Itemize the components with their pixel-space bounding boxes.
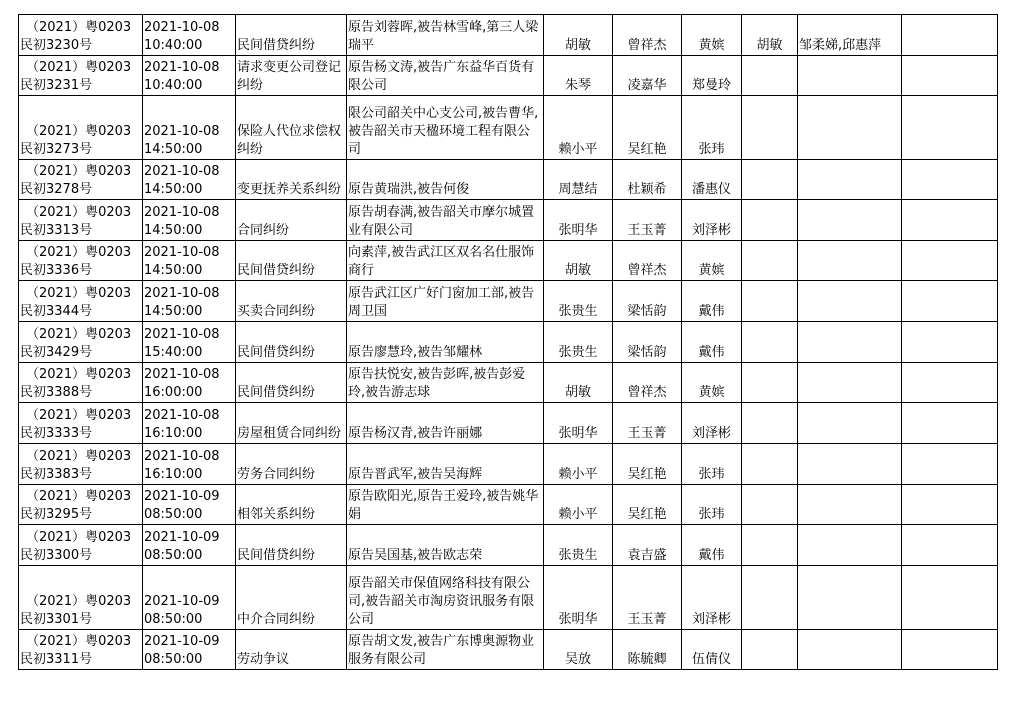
table-row	[19, 444, 998, 485]
extra-cell	[902, 160, 998, 200]
juror-cell: 郑曼玲	[682, 56, 742, 96]
case-number-line2: 民初3273号	[20, 142, 93, 157]
case-number-cell	[19, 363, 143, 403]
judge-cell: 吴放	[544, 630, 613, 670]
juror-cell: 张玮	[682, 485, 742, 525]
extra-cell	[798, 281, 902, 322]
case-cause-cell: 请求变更公司登记纠纷	[236, 56, 347, 96]
case-number-line1: （2021）粤0203	[26, 20, 132, 35]
hearing-time-cell	[143, 281, 236, 322]
hearing-date: 2021-10-09	[144, 634, 220, 649]
extra-cell	[798, 200, 902, 241]
hearing-date: 2021-10-09	[144, 489, 220, 504]
table-row	[19, 630, 998, 670]
juror-cell: 曾祥杰	[613, 363, 682, 403]
table-row	[19, 363, 998, 403]
hearing-time-cell	[143, 241, 236, 281]
extra-cell	[798, 630, 902, 670]
hearing-time-cell	[143, 56, 236, 96]
hearing-date: 2021-10-08	[144, 449, 220, 464]
hearing-time-cell	[143, 566, 236, 630]
case-number-line1: （2021）粤0203	[26, 205, 132, 220]
extra-cell	[902, 566, 998, 630]
case-number-line2: 民初3336号	[20, 263, 93, 278]
hearing-date: 2021-10-08	[144, 286, 220, 301]
extra-cell	[742, 630, 798, 670]
extra-cell	[742, 566, 798, 630]
judge-cell: 胡敏	[544, 15, 613, 56]
judge-cell: 张贵生	[544, 281, 613, 322]
extra-cell	[798, 444, 902, 485]
case-cause-cell: 买卖合同纠纷	[236, 281, 347, 322]
extra-cell	[742, 322, 798, 363]
juror-cell: 凌嘉华	[613, 56, 682, 96]
judge-cell: 赖小平	[544, 485, 613, 525]
hearing-time-cell	[143, 200, 236, 241]
case-cause-cell: 劳动争议	[236, 630, 347, 670]
hearing-time-cell	[143, 15, 236, 56]
judge-cell: 赖小平	[544, 96, 613, 160]
case-number-line2: 民初3300号	[20, 548, 93, 563]
case-number-line2: 民初3388号	[20, 385, 93, 400]
juror-cell: 梁恬韵	[613, 322, 682, 363]
case-number-line1: （2021）粤0203	[26, 489, 132, 504]
case-cause-cell: 变更抚养关系纠纷	[236, 160, 347, 200]
extra-cell	[798, 403, 902, 444]
juror-cell: 袁吉盛	[613, 525, 682, 566]
extra-cell	[742, 363, 798, 403]
table-row	[19, 96, 998, 160]
extra-cell	[902, 525, 998, 566]
extra-cell	[798, 96, 902, 160]
hearing-clock-time: 08:50:00	[144, 612, 203, 627]
parties-cell: 原告胡文发,被告广东博奥源物业服务有限公司	[347, 630, 544, 670]
case-cause-cell: 中介合同纠纷	[236, 566, 347, 630]
case-number-cell	[19, 200, 143, 241]
extra-cell	[798, 363, 902, 403]
case-number-cell	[19, 444, 143, 485]
case-number-cell	[19, 56, 143, 96]
juror-cell: 吴红艳	[613, 96, 682, 160]
case-number-cell	[19, 160, 143, 200]
extra-cell	[902, 630, 998, 670]
parties-cell: 原告黄瑞洪,被告何俊	[347, 160, 544, 200]
hearing-date: 2021-10-09	[144, 594, 220, 609]
case-cause-cell: 民间借贷纠纷	[236, 241, 347, 281]
extra-cell	[798, 525, 902, 566]
extra-cell	[902, 322, 998, 363]
case-number-line1: （2021）粤0203	[26, 164, 132, 179]
juror-cell: 张玮	[682, 96, 742, 160]
case-number-line2: 民初3429号	[20, 345, 93, 360]
case-number-cell	[19, 96, 143, 160]
hearing-time-cell	[143, 525, 236, 566]
juror-cell: 曾祥杰	[613, 15, 682, 56]
case-number-line2: 民初3295号	[20, 507, 93, 522]
table-row	[19, 160, 998, 200]
table-row	[19, 241, 998, 281]
parties-cell: 向素萍,被告武江区双名名仕服饰商行	[347, 241, 544, 281]
juror-cell: 伍倩仪	[682, 630, 742, 670]
hearing-clock-time: 14:50:00	[144, 263, 203, 278]
extra-cell	[742, 403, 798, 444]
case-number-line2: 民初3231号	[20, 78, 93, 93]
hearing-clock-time: 10:40:00	[144, 78, 203, 93]
juror-cell: 吴红艳	[613, 485, 682, 525]
hearing-clock-time: 14:50:00	[144, 182, 203, 197]
judge-cell: 张明华	[544, 566, 613, 630]
table-row	[19, 525, 998, 566]
case-cause-cell: 民间借贷纠纷	[236, 525, 347, 566]
extra-cell	[902, 363, 998, 403]
case-number-line1: （2021）粤0203	[26, 594, 132, 609]
parties-cell: 原告廖慧玲,被告邹耀林	[347, 322, 544, 363]
case-cause-cell: 相邻关系纠纷	[236, 485, 347, 525]
parties-cell: 原告杨汉青,被告许丽娜	[347, 403, 544, 444]
juror-cell: 梁恬韵	[613, 281, 682, 322]
judge-cell: 张贵生	[544, 525, 613, 566]
hearing-date: 2021-10-08	[144, 60, 220, 75]
hearing-date: 2021-10-08	[144, 20, 220, 35]
judge-cell: 朱琴	[544, 56, 613, 96]
parties-cell: 原告胡春满,被告韶关市摩尔城置业有限公司	[347, 200, 544, 241]
hearing-date: 2021-10-08	[144, 205, 220, 220]
parties-cell: 原告晋武军,被告吴海辉	[347, 444, 544, 485]
table-row	[19, 281, 998, 322]
hearing-time-cell	[143, 96, 236, 160]
case-number-line2: 民初3278号	[20, 182, 93, 197]
hearing-date: 2021-10-08	[144, 327, 220, 342]
table-row	[19, 15, 998, 56]
juror-cell: 潘惠仪	[682, 160, 742, 200]
juror-cell: 黄嫔	[682, 15, 742, 56]
case-number-line2: 民初3333号	[20, 426, 93, 441]
extra-cell	[742, 96, 798, 160]
extra-cell	[742, 56, 798, 96]
hearing-time-cell	[143, 485, 236, 525]
parties-cell: 原告欧阳光,原告王爱玲,被告姚华娟	[347, 485, 544, 525]
judge-cell: 张贵生	[544, 322, 613, 363]
case-number-line1: （2021）粤0203	[26, 286, 132, 301]
parties-cell: 原告韶关市保值网络科技有限公司,被告韶关市淘房资讯服务有限公司	[347, 566, 544, 630]
hearing-clock-time: 16:00:00	[144, 385, 203, 400]
case-number-line2: 民初3383号	[20, 467, 93, 482]
case-number-line2: 民初3301号	[20, 612, 93, 627]
juror-cell: 王玉菁	[613, 200, 682, 241]
case-number-line1: （2021）粤0203	[26, 367, 132, 382]
hearing-time-cell	[143, 363, 236, 403]
case-number-line1: （2021）粤0203	[26, 408, 132, 423]
case-number-cell	[19, 15, 143, 56]
juror-cell: 曾祥杰	[613, 241, 682, 281]
case-cause-cell: 劳务合同纠纷	[236, 444, 347, 485]
extra-cell	[902, 200, 998, 241]
hearing-clock-time: 10:40:00	[144, 38, 203, 53]
parties-cell: 原告扶悦安,被告彭晖,被告彭爱玲,被告游志球	[347, 363, 544, 403]
case-number-line2: 民初3313号	[20, 223, 93, 238]
case-cause-cell: 民间借贷纠纷	[236, 322, 347, 363]
case-number-line1: （2021）粤0203	[26, 530, 132, 545]
extra-cell	[798, 241, 902, 281]
extra-cell	[742, 525, 798, 566]
case-cause-cell: 保险人代位求偿权纠纷	[236, 96, 347, 160]
case-number-line2: 民初3311号	[20, 652, 93, 667]
extra-cell	[902, 96, 998, 160]
hearing-clock-time: 08:50:00	[144, 548, 203, 563]
case-number-line2: 民初3230号	[20, 38, 93, 53]
hearing-date: 2021-10-09	[144, 530, 220, 545]
hearing-clock-time: 16:10:00	[144, 467, 203, 482]
extra-cell	[742, 241, 798, 281]
juror-cell: 王玉菁	[613, 566, 682, 630]
judge-cell: 胡敏	[544, 363, 613, 403]
table-row	[19, 56, 998, 96]
juror-cell: 杜颖希	[613, 160, 682, 200]
extra-cell	[902, 56, 998, 96]
table-row	[19, 566, 998, 630]
table-row	[19, 485, 998, 525]
juror-cell: 刘泽彬	[682, 200, 742, 241]
case-number-line1: （2021）粤0203	[26, 60, 132, 75]
hearing-date: 2021-10-08	[144, 124, 220, 139]
juror-cell: 刘泽彬	[682, 403, 742, 444]
hearing-schedule-table	[18, 14, 998, 670]
case-number-cell	[19, 281, 143, 322]
parties-cell: 限公司韶关中心支公司,被告曹华,被告韶关市天楹环境工程有限公司	[347, 96, 544, 160]
judge-cell: 胡敏	[544, 241, 613, 281]
extra-cell: 邹柔娣,邱惠萍	[798, 15, 902, 56]
hearing-time-cell	[143, 444, 236, 485]
extra-cell	[742, 444, 798, 485]
case-cause-cell: 民间借贷纠纷	[236, 15, 347, 56]
extra-cell	[902, 444, 998, 485]
hearing-date: 2021-10-08	[144, 408, 220, 423]
table-row	[19, 200, 998, 241]
judge-cell: 张明华	[544, 403, 613, 444]
juror-cell: 刘泽彬	[682, 566, 742, 630]
case-number-line1: （2021）粤0203	[26, 124, 132, 139]
judge-cell: 赖小平	[544, 444, 613, 485]
hearing-clock-time: 14:50:00	[144, 142, 203, 157]
case-number-cell	[19, 485, 143, 525]
extra-cell	[902, 241, 998, 281]
case-number-line1: （2021）粤0203	[26, 634, 132, 649]
juror-cell: 张玮	[682, 444, 742, 485]
juror-cell: 黄嫔	[682, 363, 742, 403]
extra-cell: 胡敏	[742, 15, 798, 56]
parties-cell: 原告武江区广好门窗加工部,被告周卫国	[347, 281, 544, 322]
juror-cell: 戴伟	[682, 281, 742, 322]
hearing-clock-time: 08:50:00	[144, 507, 203, 522]
hearing-clock-time: 16:10:00	[144, 426, 203, 441]
juror-cell: 陈毓卿	[613, 630, 682, 670]
juror-cell: 黄嫔	[682, 241, 742, 281]
judge-cell: 周慧结	[544, 160, 613, 200]
extra-cell	[798, 485, 902, 525]
case-cause-cell: 民间借贷纠纷	[236, 363, 347, 403]
judge-cell: 张明华	[544, 200, 613, 241]
case-number-line2: 民初3344号	[20, 304, 93, 319]
extra-cell	[798, 566, 902, 630]
juror-cell: 吴红艳	[613, 444, 682, 485]
extra-cell	[742, 281, 798, 322]
hearing-clock-time: 14:50:00	[144, 223, 203, 238]
extra-cell	[902, 281, 998, 322]
hearing-date: 2021-10-08	[144, 245, 220, 260]
hearing-date: 2021-10-08	[144, 164, 220, 179]
table-row	[19, 403, 998, 444]
case-number-line1: （2021）粤0203	[26, 327, 132, 342]
parties-cell: 原告吴国基,被告欧志荣	[347, 525, 544, 566]
case-number-cell	[19, 403, 143, 444]
juror-cell: 戴伟	[682, 322, 742, 363]
extra-cell	[902, 485, 998, 525]
hearing-clock-time: 15:40:00	[144, 345, 203, 360]
case-number-cell	[19, 322, 143, 363]
hearing-date: 2021-10-08	[144, 367, 220, 382]
parties-cell: 原告杨文涛,被告广东益华百货有限公司	[347, 56, 544, 96]
extra-cell	[742, 200, 798, 241]
hearing-time-cell	[143, 322, 236, 363]
case-number-cell	[19, 241, 143, 281]
hearing-clock-time: 08:50:00	[144, 652, 203, 667]
case-number-cell	[19, 630, 143, 670]
hearing-clock-time: 14:50:00	[144, 304, 203, 319]
table-row	[19, 322, 998, 363]
case-cause-cell: 合同纠纷	[236, 200, 347, 241]
extra-cell	[798, 322, 902, 363]
juror-cell: 戴伟	[682, 525, 742, 566]
extra-cell	[902, 403, 998, 444]
case-number-cell	[19, 566, 143, 630]
extra-cell	[742, 485, 798, 525]
case-number-cell	[19, 525, 143, 566]
parties-cell: 原告刘蓉晖,被告林雪峰,第三人梁瑞平	[347, 15, 544, 56]
extra-cell	[798, 160, 902, 200]
hearing-time-cell	[143, 630, 236, 670]
juror-cell: 王玉菁	[613, 403, 682, 444]
hearing-time-cell	[143, 160, 236, 200]
case-number-line1: （2021）粤0203	[26, 449, 132, 464]
extra-cell	[902, 15, 998, 56]
hearing-time-cell	[143, 403, 236, 444]
case-number-line1: （2021）粤0203	[26, 245, 132, 260]
case-cause-cell: 房屋租赁合同纠纷	[236, 403, 347, 444]
extra-cell	[742, 160, 798, 200]
extra-cell	[798, 56, 902, 96]
